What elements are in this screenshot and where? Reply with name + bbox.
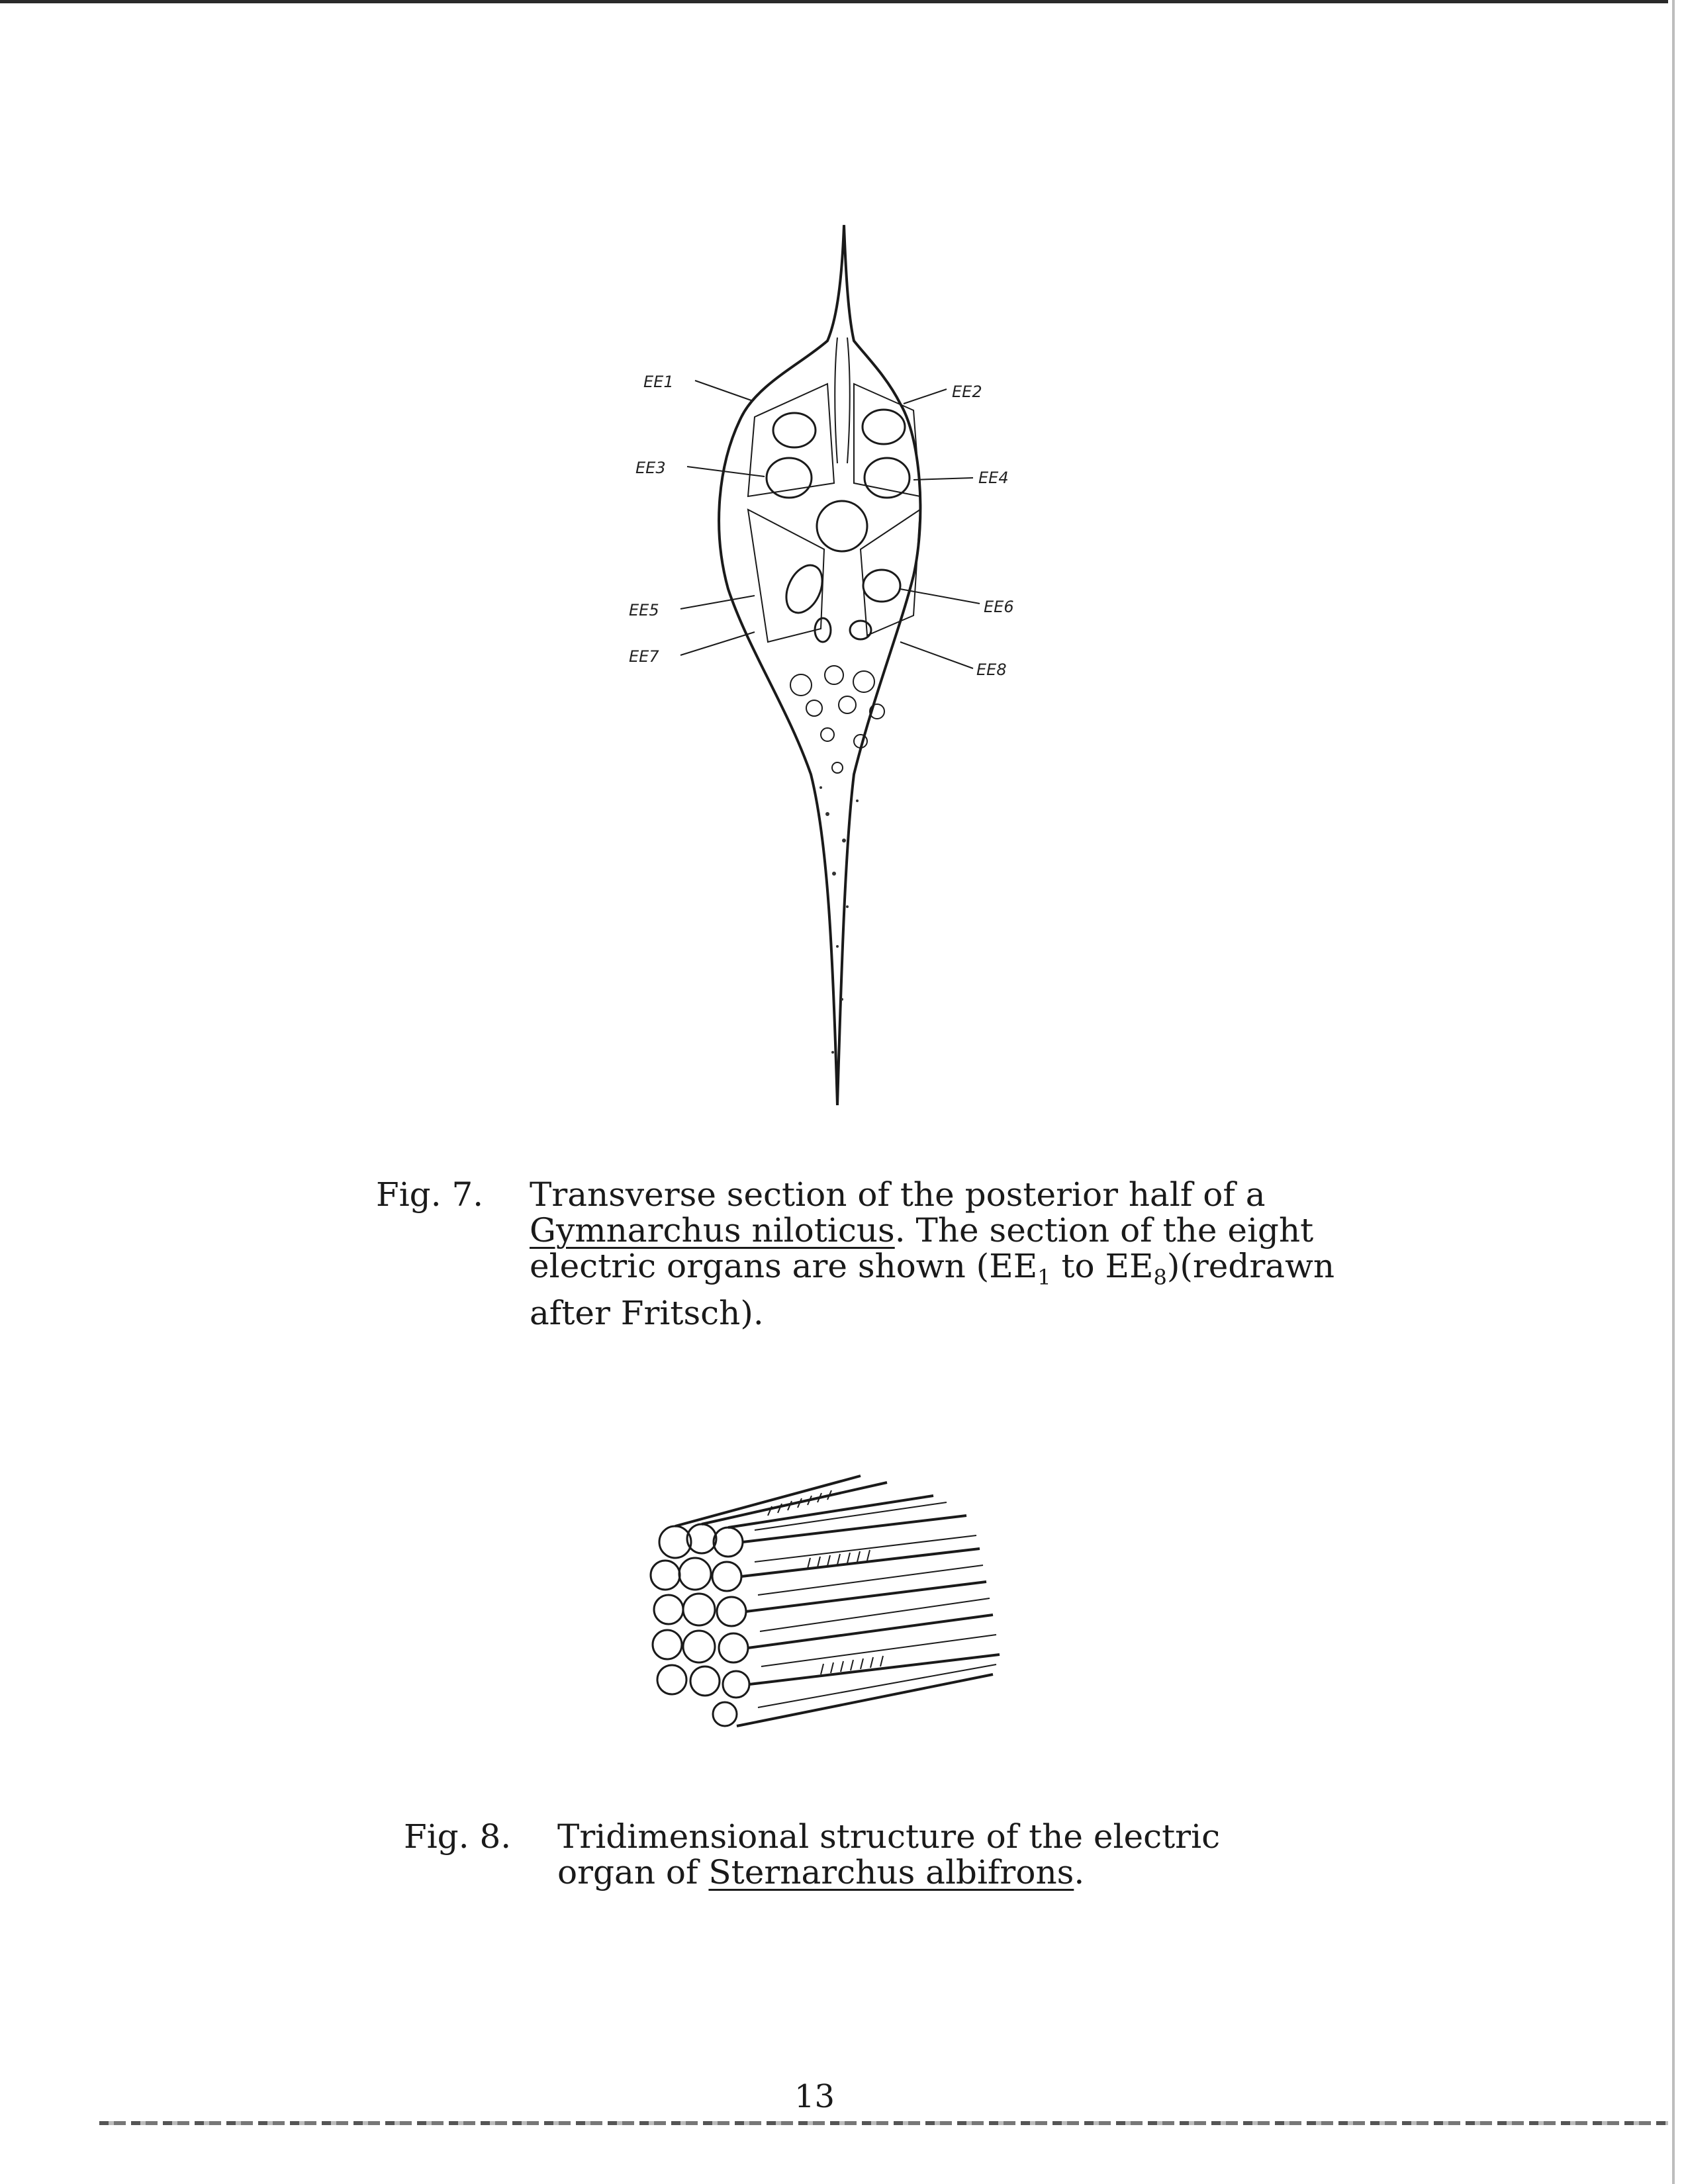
figure-7-drawing bbox=[629, 218, 1059, 1125]
figure-8-number: Fig. 8. bbox=[404, 1817, 512, 1856]
scan-edge-top bbox=[0, 0, 1668, 3]
label-ee5: EE5 bbox=[629, 601, 659, 619]
label-ee4: EE4 bbox=[978, 469, 1009, 487]
figure-7-number: Fig. 7. bbox=[376, 1175, 484, 1214]
page-number: 13 bbox=[794, 2078, 835, 2115]
label-ee3: EE3 bbox=[635, 459, 666, 477]
label-ee2: EE2 bbox=[952, 383, 982, 401]
figure-8-caption bbox=[404, 1819, 1264, 1911]
electric-organ-ee3 bbox=[767, 458, 812, 498]
figure-8-drawing bbox=[635, 1456, 1019, 1767]
caption-line: Gymnarchus niloticus. The section of the eight bbox=[530, 1211, 1314, 1250]
electric-organ-ee8 bbox=[850, 621, 871, 639]
fish-section-outline bbox=[719, 225, 920, 1105]
caption-line: Tridimensional structure of the electric bbox=[557, 1817, 1221, 1856]
label-ee6: EE6 bbox=[984, 598, 1014, 616]
scan-edge-bottom bbox=[99, 2121, 1668, 2125]
caption-line: organ of Sternarchus albifrons. bbox=[557, 1853, 1085, 1891]
electric-organ-ee2 bbox=[863, 410, 905, 444]
label-ee7: EE7 bbox=[629, 647, 659, 666]
species-name: Gymnarchus niloticus bbox=[530, 1211, 895, 1250]
label-ee1: EE1 bbox=[643, 373, 674, 391]
scan-edge-right bbox=[1672, 0, 1675, 2184]
electric-organ-ee1 bbox=[773, 413, 816, 447]
caption-line: after Fritsch). bbox=[530, 1294, 764, 1332]
caption-line: electric organs are shown ($EE_1$ to $EE_8)(redrawn$ bbox=[530, 1247, 1335, 1290]
label-ee8: EE8 bbox=[976, 660, 1007, 679]
caption-line: Transverse section of the posterior half of a bbox=[530, 1175, 1266, 1214]
electric-organ-ee4 bbox=[865, 458, 910, 498]
electric-organ-ee6 bbox=[863, 570, 900, 602]
species-name: Sternarchus albifrons bbox=[708, 1853, 1074, 1891]
figure-7-caption bbox=[376, 1177, 1382, 1336]
